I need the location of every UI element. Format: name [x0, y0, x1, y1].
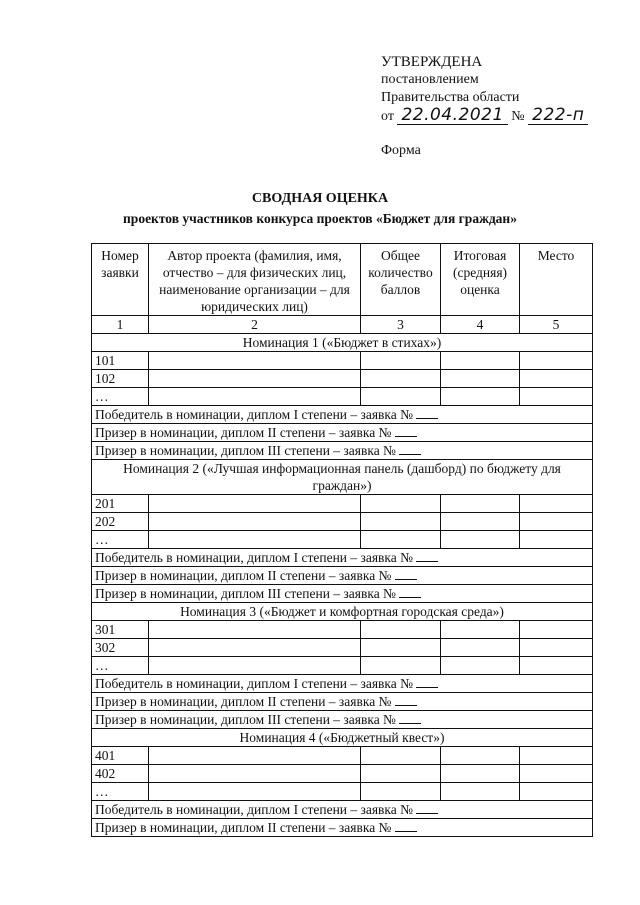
number-sign: № — [511, 109, 525, 124]
blank-line — [395, 424, 417, 437]
empty-cell — [149, 495, 361, 513]
empty-cell — [441, 495, 520, 513]
award-row — [92, 819, 593, 837]
blank-line — [416, 675, 438, 688]
empty-cell — [149, 388, 361, 406]
application-number: 102 — [92, 370, 149, 388]
empty-cell — [361, 765, 441, 783]
award-row — [92, 442, 593, 460]
award-cell — [92, 549, 593, 567]
header-place: Место — [520, 244, 593, 316]
handwritten-number: 222-п — [528, 107, 588, 125]
empty-cell — [361, 352, 441, 370]
application-number: 302 — [92, 639, 149, 657]
award-text: Призер в номинации, диплом II степени – заявка № — [95, 694, 392, 709]
award-cell — [92, 567, 593, 585]
award-cell — [92, 693, 593, 711]
blank-line — [416, 801, 438, 814]
empty-cell — [149, 783, 361, 801]
nomination-row — [92, 460, 593, 495]
empty-cell — [441, 513, 520, 531]
award-row — [92, 801, 593, 819]
award-row — [92, 711, 593, 729]
empty-cell — [441, 388, 520, 406]
column-number: 5 — [520, 316, 593, 334]
table-row — [92, 765, 593, 783]
empty-cell — [361, 657, 441, 675]
empty-cell — [520, 657, 593, 675]
nomination-title: Номинация 4 («Бюджетный квест») — [92, 729, 593, 747]
award-row — [92, 567, 593, 585]
table-row — [92, 370, 593, 388]
award-text: Призер в номинации, диплом III степени – заявка № — [95, 712, 396, 727]
award-cell — [92, 675, 593, 693]
award-row — [92, 693, 593, 711]
approval-heading: УТВЕРЖДЕНА — [381, 54, 483, 70]
application-number: 101 — [92, 352, 149, 370]
handwritten-date: 22.04.2021 — [397, 107, 507, 125]
empty-cell — [520, 783, 593, 801]
application-number: 301 — [92, 621, 149, 639]
nomination-row — [92, 334, 593, 352]
empty-cell — [361, 513, 441, 531]
table-row — [92, 531, 593, 549]
document-title: СВОДНАЯ ОЦЕНКА — [251, 191, 389, 206]
empty-cell — [361, 747, 441, 765]
approval-decree: постановлением — [381, 72, 479, 87]
approval-authority: Правительства области — [381, 90, 520, 105]
application-number: 401 — [92, 747, 149, 765]
nomination-row — [92, 603, 593, 621]
approval-from: от — [381, 109, 394, 124]
empty-cell — [441, 639, 520, 657]
table-row — [92, 513, 593, 531]
document-subtitle: проектов участников конкурса проектов «Бюджет для граждан» — [123, 211, 517, 226]
empty-cell — [361, 783, 441, 801]
blank-line — [395, 567, 417, 580]
empty-cell — [149, 531, 361, 549]
empty-cell — [149, 513, 361, 531]
approval-stamp — [381, 53, 588, 126]
nomination-title: Номинация 3 («Бюджет и комфортная городская среда») — [92, 603, 593, 621]
column-number: 4 — [441, 316, 520, 334]
blank-line — [416, 406, 438, 419]
empty-cell — [361, 531, 441, 549]
award-row — [92, 424, 593, 442]
award-text: Призер в номинации, диплом II степени – заявка № — [95, 425, 392, 440]
application-number: … — [92, 388, 149, 406]
application-number: 202 — [92, 513, 149, 531]
empty-cell — [441, 352, 520, 370]
empty-cell — [149, 765, 361, 783]
empty-cell — [149, 352, 361, 370]
award-text: Победитель в номинации, диплом I степени – заявка № — [95, 407, 414, 422]
empty-cell — [361, 388, 441, 406]
award-text: Победитель в номинации, диплом I степени – заявка № — [95, 550, 414, 565]
award-text: Призер в номинации, диплом II степени – заявка № — [95, 568, 392, 583]
award-row — [92, 585, 593, 603]
award-cell — [92, 585, 593, 603]
nomination-row — [92, 729, 593, 747]
award-text: Призер в номинации, диплом III степени – заявка № — [95, 586, 396, 601]
award-cell — [92, 406, 593, 424]
table-row — [92, 388, 593, 406]
empty-cell — [520, 747, 593, 765]
header-total-score: Общее количество баллов — [361, 244, 441, 316]
award-row — [92, 406, 593, 424]
application-number: … — [92, 531, 149, 549]
empty-cell — [149, 621, 361, 639]
application-number: 402 — [92, 765, 149, 783]
empty-cell — [520, 513, 593, 531]
award-row — [92, 549, 593, 567]
table-row — [92, 352, 593, 370]
approval-date-line — [381, 107, 588, 126]
application-number: 201 — [92, 495, 149, 513]
blank-line — [395, 693, 417, 706]
empty-cell — [149, 657, 361, 675]
empty-cell — [520, 388, 593, 406]
table-row — [92, 783, 593, 801]
award-cell — [92, 442, 593, 460]
award-text: Победитель в номинации, диплом I степени – заявка № — [95, 802, 414, 817]
nomination-title: Номинация 1 («Бюджет в стихах») — [92, 334, 593, 352]
empty-cell — [520, 639, 593, 657]
table-row — [92, 621, 593, 639]
header-final-score: Итоговая (средняя) оценка — [441, 244, 520, 316]
award-text: Победитель в номинации, диплом I степени – заявка № — [95, 676, 414, 691]
empty-cell — [520, 621, 593, 639]
nomination-title: Номинация 2 («Лучшая информационная панель (дашборд) по бюджету для граждан») — [92, 460, 593, 495]
blank-line — [399, 585, 421, 598]
table-body — [92, 316, 593, 837]
empty-cell — [520, 495, 593, 513]
empty-cell — [149, 370, 361, 388]
table-row — [92, 639, 593, 657]
blank-line — [399, 442, 421, 455]
blank-line — [395, 819, 417, 832]
award-cell — [92, 819, 593, 837]
award-cell — [92, 801, 593, 819]
empty-cell — [149, 639, 361, 657]
award-text: Призер в номинации, диплом III степени – заявка № — [95, 443, 396, 458]
column-number: 3 — [361, 316, 441, 334]
award-row — [92, 675, 593, 693]
empty-cell — [520, 370, 593, 388]
award-cell — [92, 711, 593, 729]
table-row — [92, 495, 593, 513]
empty-cell — [149, 747, 361, 765]
column-number: 1 — [92, 316, 149, 334]
empty-cell — [441, 765, 520, 783]
header-application-number: Номер заявки — [92, 244, 149, 316]
blank-line — [399, 711, 421, 724]
application-number: … — [92, 657, 149, 675]
empty-cell — [361, 370, 441, 388]
column-number: 2 — [149, 316, 361, 334]
empty-cell — [441, 657, 520, 675]
summary-table — [91, 243, 593, 837]
header-author: Автор проекта (фамилия, имя, отчество – для физических лиц, наименование организации – для юридических лиц) — [149, 244, 361, 316]
empty-cell — [441, 531, 520, 549]
empty-cell — [441, 370, 520, 388]
empty-cell — [361, 621, 441, 639]
empty-cell — [441, 621, 520, 639]
award-text: Призер в номинации, диплом II степени – заявка № — [95, 820, 392, 835]
empty-cell — [520, 352, 593, 370]
empty-cell — [361, 495, 441, 513]
table-header-row — [92, 244, 593, 316]
empty-cell — [441, 783, 520, 801]
empty-cell — [361, 639, 441, 657]
table-row — [92, 657, 593, 675]
application-number: … — [92, 783, 149, 801]
award-cell — [92, 424, 593, 442]
empty-cell — [441, 747, 520, 765]
form-label: Форма — [381, 143, 421, 158]
empty-cell — [520, 531, 593, 549]
empty-cell — [520, 765, 593, 783]
table-row — [92, 747, 593, 765]
blank-line — [416, 549, 438, 562]
column-number-row — [92, 316, 593, 334]
